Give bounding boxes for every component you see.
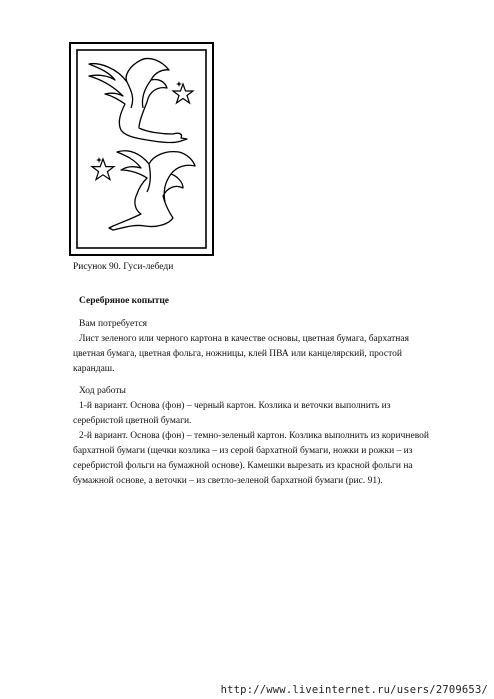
watermark-url: http://www.liveinternet.ru/users/2709653/ [220, 684, 488, 696]
procedure-line: бархатной бумаги (щечки козлика – из серой бархатной бумаги, ножки и рожки – из [73, 446, 413, 456]
procedure-line: серебристой фольги на бумажной основе). Камешки вырезать из красной фольги на [73, 461, 413, 471]
procedure-block [73, 384, 433, 489]
procedure-heading: Ход работы [79, 386, 126, 396]
procedure-line: 2-й вариант. Основа (фон) – темно-зеленый картон. Козлика выполнить из коричневой [79, 431, 429, 441]
procedure-line: серебристой цветной бумаги. [73, 416, 192, 426]
materials-line: цветная бумага, цветная фольга, ножницы, клей ПВА или канцелярский, простой [73, 349, 402, 359]
star-icon [173, 84, 193, 103]
figure-inner-frame [77, 50, 206, 248]
star-icon [96, 157, 102, 163]
materials-line: карандаш. [73, 364, 115, 374]
section-title: Серебряное копытце [79, 296, 170, 306]
star-icon [92, 159, 114, 180]
figure-outer-frame [70, 43, 213, 255]
goose-icon [109, 151, 195, 230]
goose-icon [89, 58, 187, 142]
procedure-line: 1-й вариант. Основа (фон) – черный картон. Козлика и веточки выполнить из [79, 401, 391, 411]
materials-line: Лист зеленого или черного картона в качестве основы, цветная бумага, бархатная [79, 334, 409, 344]
figure-caption: Рисунок 90. Гуси-лебеди [73, 262, 174, 272]
materials-heading: Вам потребуется [79, 319, 148, 329]
procedure-line: бумажной основе, а веточки – из светло-зеленой бархатной бумаги (рис. 91). [73, 476, 383, 486]
star-icon [176, 81, 182, 87]
figure-geese-swans [69, 42, 214, 256]
materials-block [73, 317, 433, 377]
